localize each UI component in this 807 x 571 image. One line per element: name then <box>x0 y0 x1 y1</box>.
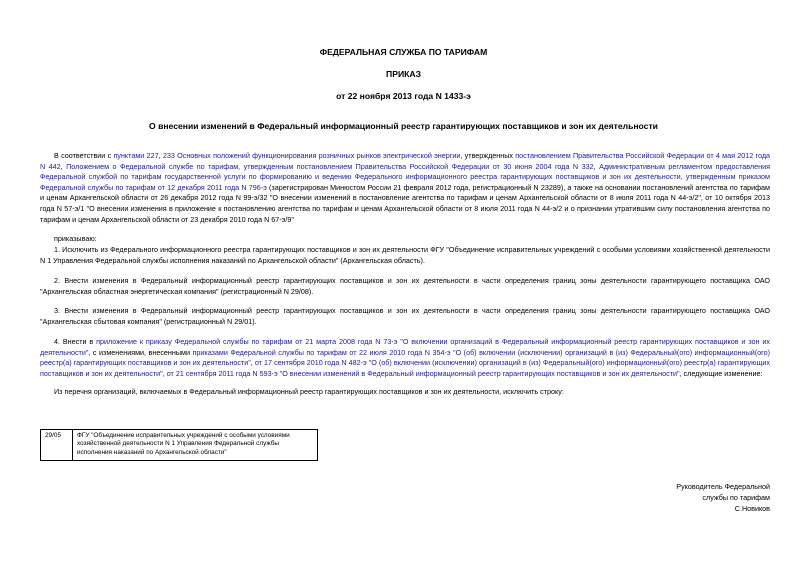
registry-code-cell: 29/05 <box>41 430 73 461</box>
order-item-2: 2. Внести изменения в Федеральный информационный реестр гарантирующих поставщиков и зон их деятельности в части определения границ зоны деятельности гарантирующего поставщика ОАО "Архангельская областная энергетическая компания" (регистрационный N 29/08). <box>40 276 770 296</box>
order-intro: приказываю: <box>54 234 97 243</box>
link-fst-regulation[interactable]: Положением о Федеральной службе по тарифам, утвержденным постановлением Правительства Российской Федерации от 30 июня 2004 года N 332 <box>66 161 594 171</box>
doc-type: ПРИКАЗ <box>386 69 421 79</box>
exclude-intro: Из перечня организаций, включаемых в Федеральный информационный реестр гарантирующих поставщиков и зон их деятельности, исключить строку: <box>54 387 564 396</box>
doc-date-number: от 22 ноября 2013 года N 1433-э <box>336 91 471 101</box>
organization-line: ФГУ "Объединение исправительных учреждений с особыми условиями <box>77 432 290 439</box>
link-clause-227[interactable]: пунктами 227 <box>113 151 159 160</box>
order-item-1: 1. Исключить из Федерального информационного реестра гарантирующих поставщиков и зон их деятельности ФГУ "Объединение исправительных учреждений с особыми условиями хозяйственной деятельности N 1 Управления Федеральной службы исполнения наказаний по Архангельской области" (Архангельская область). <box>40 245 770 265</box>
preamble: В соответствии с пунктами 227, 233 Основных положений функционирования розничных рынков электрической энергии, утвержденных постановлением Правительства Российской Федерации от 4 мая 2012 года N 442, Положением о Федеральной службе по тарифам, утвержденным постановлением Правительства Российской Федерации от 30 июня 2004 года N 332, Административным регламентом предоставления Федеральной службой по тарифам государственной услуги по формированию и ведению Федерального информационного реестра гарантирующих поставщиков и зон их деятельности, утвержденным приказом Федеральной службы по тарифам от 12 декабря 2011 года N 796-э (зарегистрирован Минюстом России 21 февраля 2012 года, регистрационный N 23289), а также на основании постановлений агентства по тарифам и ценам Архангельской области от 26 декабря 2012 года N 99-э/32 "О внесении изменений в постановление агентства по тарифам и ценам Архангельской области от 8 июля 2011 года N 44-э/2", от 10 октября 2013 года N 57-э/1 "О внесении изменения в приложение к постановлению агентства по тарифам и ценам Архангельской области от 8 июля 2011 года N 44-э/2 и о признании утратившим силу постановления агентства по тарифам и ценам Архангельской области от 23 декабря 2010 года N 67-э/9" <box>40 151 771 224</box>
link-order-354e[interactable]: приказами Федеральной службы по тарифам от 22 июля 2010 года N 354-э "О (об) включении (исключении) организаций в (из) Федеральный(ого) информационный(ого) реестр(а) гарантирующих поставщиков и зон их деятельности" <box>40 347 771 368</box>
organization-line: исполнения наказаний по Архангельской области" <box>77 448 227 456</box>
doc-title: О внесении изменений в Федеральный информационный реестр гарантирующих поставщиков и зон их деятельности <box>149 121 658 131</box>
link-order-593e[interactable]: от 21 сентября 2011 года N 593-э "О внесении изменений в Федеральный информационный реестр гарантирующих поставщиков и зон их деятельности" <box>166 368 680 378</box>
link-admin-regulation[interactable]: Административным регламентом предоставления Федеральной службой по тарифам государственной услуги по формированию и ведению Федерального информационного реестра гарантирующих поставщиков и зон их деятельности, утвержденным приказом Федеральной службы по тарифам от 12 декабря 2011 года N 796-э <box>40 161 771 192</box>
link-government-decree-442[interactable]: постановлением Правительства Российской Федерации от 4 мая 2012 года N 442 <box>40 151 771 171</box>
link-order-73e[interactable]: приложение к приказу Федеральной службы по тарифам от 21 марта 2008 года N 73-э "О включении организаций в Федеральный информационный реестр гарантирующих поставщиков и зон их деятельности" <box>40 337 770 357</box>
organization-line: хозяйственной деятельности N 1 Управления Федеральной службы <box>77 440 279 448</box>
organization-cell <box>73 430 318 461</box>
signatory-position: Руководитель Федеральной <box>676 482 770 491</box>
link-order-482e[interactable]: от 17 сентября 2010 года N 482-э "О (об) включении (исключении) организаций в (из) Федеральный(ого) информационный(ого) реестр(а) гарантирующих поставщиков и зон их деятельности" <box>40 358 770 378</box>
signatory-name: С.Новиков <box>734 504 770 514</box>
order-item-3: 3. Внести изменения в Федеральный информационный реестр гарантирующих поставщиков и зон их деятельности в части определения границ зоны деятельности гарантирующего поставщика ОАО "Архангельская сбытовая компания" (регистрационный N 29/01). <box>40 306 770 326</box>
signatory-position: службы по тарифам <box>702 493 770 503</box>
order-item-4: 4. Внести в приложение к приказу Федеральной службы по тарифам от 21 марта 2008 года N 73-э "О включении организаций в Федеральный информационный реестр гарантирующих поставщиков и зон их деятельности", с изменениями, внесенными приказами Федеральной службы по тарифам от 22 июля 2010 года N 354-э "О (об) включении (исключении) организаций в (из) Федеральный(ого) информационный(ого) реестр(а) гарантирующих поставщиков и зон их деятельности", от 17 сентября 2010 года N 482-э "О (об) включении (исключении) организаций в (из) Федеральный(ого) информационный(ого) реестр(а) гарантирующих поставщиков и зон их деятельности", от 21 сентября 2011 года N 593-э "О внесении изменений в Федеральный информационный реестр гарантирующих поставщиков и зон их деятельности", следующие изменение: <box>40 337 771 378</box>
signature-block <box>570 481 770 515</box>
table-row <box>41 430 318 461</box>
excluded-row-table <box>40 429 318 461</box>
link-basic-provisions[interactable]: 233 Основных положений функционирования розничных рынков электрической энергии <box>162 151 461 160</box>
agency-name: ФЕДЕРАЛЬНАЯ СЛУЖБА ПО ТАРИФАМ <box>319 47 488 57</box>
